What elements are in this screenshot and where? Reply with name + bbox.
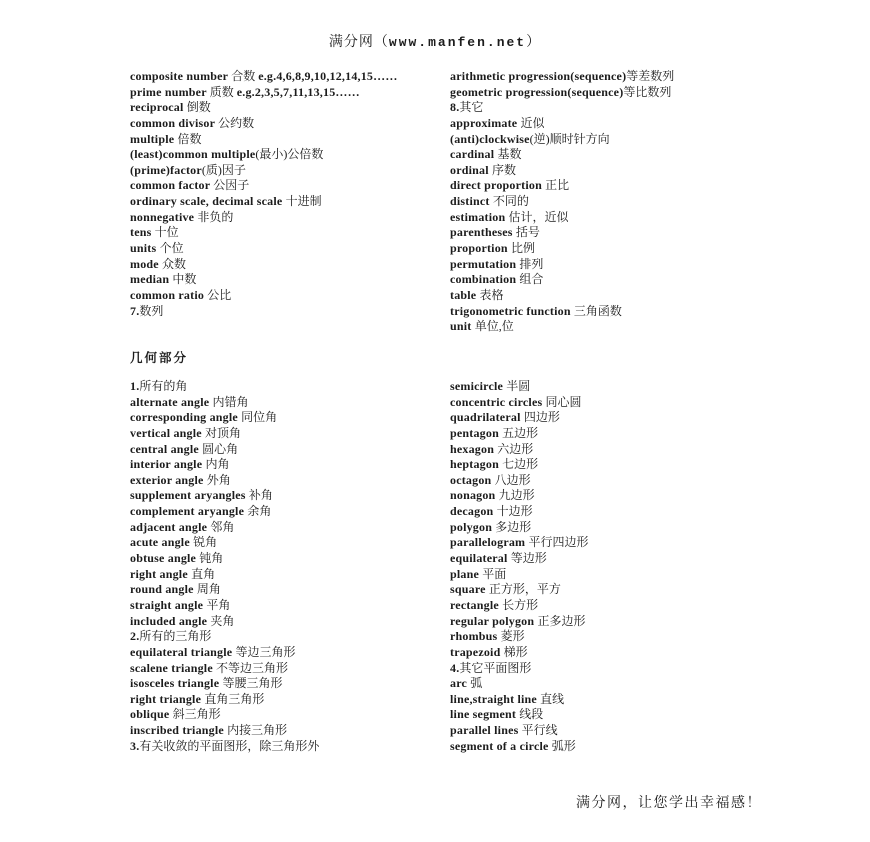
term-english-text: segment of a circle (450, 738, 552, 753)
vocab-list-item (130, 241, 398, 257)
term-english-text: corresponding angle (130, 410, 242, 425)
vocab-list-item (450, 410, 588, 426)
term-english-text: inscribed triangle (130, 723, 228, 738)
vocab-list-item (130, 457, 319, 473)
vocab-list-item (130, 614, 319, 630)
vocab-list-item (450, 473, 588, 489)
vocab-list-item (130, 707, 319, 723)
term-english-text: 7. (130, 303, 140, 318)
vocab-list-item (450, 210, 674, 226)
term-chinese-text: 倍数 (177, 131, 202, 146)
term-chinese-text: 数列 (139, 303, 164, 318)
vocab-list-item (130, 69, 398, 85)
vocab-list-item (450, 661, 588, 677)
term-english-text: semicircle (450, 379, 507, 393)
term-chinese-text: 比例 (511, 241, 536, 256)
vocab-list-item (130, 629, 319, 645)
term-english-text: complement aryangle (130, 504, 248, 519)
term-english-text: geometric progression(sequence) (450, 84, 624, 99)
term-chinese-text: 平角 (206, 597, 231, 612)
term-chinese-text: 外角 (206, 472, 231, 487)
term-chinese-text: 七边形 (502, 457, 539, 472)
term-english-text: arc (450, 676, 471, 691)
term-chinese-text: 同心圆 (545, 394, 582, 409)
term-english-text: nonnegative (130, 209, 198, 224)
term-chinese-text: 周角 (196, 582, 221, 597)
term-english-text: parentheses (450, 225, 516, 240)
term-english-text: hexagon (450, 441, 498, 456)
vocab-list-item (130, 147, 398, 163)
term-chinese-text: (质)因子 (201, 162, 246, 177)
term-chinese-text: 正比 (545, 178, 570, 193)
vocab-list-item (130, 598, 319, 614)
term-english-text: mode (130, 256, 162, 271)
term-english-text: equilateral (450, 551, 511, 566)
vocab-list-item (130, 535, 319, 551)
vocab-list-item (450, 178, 674, 194)
vocab-list-item (450, 288, 674, 304)
vocab-list-item (130, 116, 398, 132)
term-chinese-text: 质数 (209, 84, 237, 99)
term-english-text: plane (450, 566, 483, 581)
term-english-text: e.g.2,3,5,7,11,13,15…… (236, 84, 360, 99)
term-english-text: common ratio (130, 287, 208, 302)
term-chinese-text: 平行四边形 (528, 535, 589, 550)
page-footer-slogan: 满分网，让您学出幸福感！ (576, 796, 762, 811)
term-chinese-text: 五边形 (502, 425, 539, 440)
vocab-list-item (450, 707, 588, 723)
vocab-list-item (130, 661, 319, 677)
term-english-text: 8. (450, 100, 460, 115)
vocab-list-item (450, 488, 588, 504)
vocab-list-item (450, 379, 588, 395)
term-chinese-text: 弧 (470, 676, 483, 691)
term-chinese-text: 四边形 (523, 410, 560, 425)
vocab-list-item (130, 504, 319, 520)
term-chinese-text: 倒数 (186, 100, 211, 115)
term-english-text: 3. (130, 738, 140, 753)
term-chinese-text: 括号 (515, 225, 540, 240)
term-english-text: reciprocal (130, 100, 187, 115)
term-chinese-text: 排列 (519, 256, 544, 271)
term-english-text: 2. (130, 629, 140, 644)
vocab-list-item (450, 194, 674, 210)
term-chinese-text: (最小)公倍数 (255, 147, 324, 162)
site-url-text: www.manfen.net (388, 35, 527, 50)
term-english-text: 1. (130, 379, 140, 393)
term-chinese-text: 众数 (162, 256, 187, 271)
vocab-list-item (450, 645, 588, 661)
vocab-list-item (450, 395, 588, 411)
term-english-text: straight angle (130, 597, 207, 612)
term-chinese-text: 内错角 (212, 394, 249, 409)
term-english-text: polygon (450, 519, 496, 534)
vocab-list-item (130, 692, 319, 708)
vocab-list-item (130, 288, 398, 304)
vocab-list-item (450, 225, 674, 241)
vocab-list-item (450, 614, 588, 630)
term-chinese-text: 公因子 (213, 178, 250, 193)
term-english-text: table (450, 287, 480, 302)
page-header-title (0, 31, 870, 51)
term-english-text: arithmetic progression(sequence) (450, 69, 627, 83)
term-chinese-text: 基数 (497, 147, 522, 162)
vocab-list-item (130, 178, 398, 194)
vocab-list-item (130, 379, 319, 395)
term-chinese-text: 十进制 (285, 194, 322, 209)
term-chinese-text: 正多边形 (537, 613, 586, 628)
term-english-text: central angle (130, 441, 203, 456)
term-english-text: estimation (450, 209, 509, 224)
term-chinese-text: 补角 (248, 488, 273, 503)
vocab-list-item (450, 69, 674, 85)
term-chinese-text: 内角 (205, 457, 230, 472)
term-chinese-text: 钝角 (199, 551, 224, 566)
vocab-list-item (450, 100, 674, 116)
term-chinese-text: 九边形 (498, 488, 535, 503)
term-english-text: heptagon (450, 457, 503, 472)
term-english-text: trapezoid (450, 644, 504, 659)
term-chinese-text: 不同的 (492, 194, 529, 209)
term-english-text: exterior angle (130, 472, 207, 487)
vocab-list-item (130, 194, 398, 210)
term-chinese-text: 圆心角 (202, 441, 239, 456)
term-english-text: cardinal (450, 147, 498, 162)
term-chinese-text: 线段 (519, 707, 544, 722)
term-chinese-text: 其它平面图形 (459, 660, 532, 675)
vocab-list-item (130, 723, 319, 739)
vocab-list-item (450, 504, 588, 520)
term-chinese-text: 平行线 (521, 723, 558, 738)
term-english-text: units (130, 241, 160, 256)
vocab-list-item (450, 163, 674, 179)
term-english-text: approximate (450, 115, 521, 130)
vocab-list-item (130, 488, 319, 504)
term-english-text: direct proportion (450, 178, 546, 193)
term-english-text: interior angle (130, 457, 206, 472)
term-english-text: concentric circles (450, 394, 546, 409)
vocab-list-item (450, 629, 588, 645)
term-chinese-text: 半圆 (506, 379, 531, 393)
term-chinese-text: 其它 (459, 100, 484, 115)
term-chinese-text: 等比数列 (623, 84, 672, 99)
term-chinese-text: 等腰三角形 (222, 676, 283, 691)
term-chinese-text: 十位 (154, 225, 179, 240)
term-chinese-text: 直角 (191, 566, 216, 581)
term-english-text: vertical angle (130, 425, 205, 440)
term-english-text: composite number (130, 69, 232, 83)
vocab-list-item (450, 442, 588, 458)
term-english-text: adjacent angle (130, 519, 211, 534)
term-chinese-text: 夹角 (210, 613, 235, 628)
vocab-list-item (450, 426, 588, 442)
term-chinese-text: 锐角 (193, 535, 218, 550)
term-chinese-text: 满分网（ (328, 35, 389, 50)
term-chinese-text: 公比 (207, 287, 232, 302)
term-english-text: combination (450, 272, 520, 287)
vocab-list-item (450, 676, 588, 692)
term-english-text: (least)common multiple (130, 147, 256, 162)
vocab-list-item (450, 692, 588, 708)
vocab-list-item (450, 241, 674, 257)
term-english-text: regular polygon (450, 613, 538, 628)
term-chinese-text: 组合 (519, 272, 544, 287)
term-english-text: rhombus (450, 629, 501, 644)
vocab-list-item (130, 551, 319, 567)
term-english-text: round angle (130, 582, 197, 597)
term-chinese-text: 内接三角形 (227, 723, 288, 738)
term-english-text: ordinary scale, decimal scale (130, 194, 286, 209)
term-chinese-text: 弧形 (551, 738, 576, 753)
term-english-text: trigonometric function (450, 303, 574, 318)
term-chinese-text: 正方形，平方 (488, 582, 561, 597)
term-english-text: right triangle (130, 691, 205, 706)
term-english-text: (anti)clockwise (450, 131, 530, 146)
term-english-text: quadrilateral (450, 410, 524, 425)
vocab-list-item (450, 257, 674, 273)
vocab-list-item (450, 598, 588, 614)
term-chinese-text: 等差数列 (626, 69, 675, 83)
term-english-text: isosceles triangle (130, 676, 223, 691)
term-english-text: distinct (450, 194, 493, 209)
term-chinese-text: 合数 (231, 69, 259, 83)
vocab-list-item (130, 426, 319, 442)
term-chinese-text: 非负的 (197, 209, 234, 224)
term-chinese-text: 梯形 (503, 644, 528, 659)
term-chinese-text: 不等边三角形 (216, 660, 289, 675)
vocab-list-item (450, 319, 674, 335)
term-english-text: decagon (450, 504, 497, 519)
term-chinese-text: ） (526, 35, 542, 50)
term-english-text: equilateral triangle (130, 644, 236, 659)
term-chinese-text: 近似 (520, 115, 545, 130)
vocab-list-item (130, 210, 398, 226)
term-chinese-text: 同位角 (241, 410, 278, 425)
vocab-list-item (130, 473, 319, 489)
term-chinese-text: 所有的角 (139, 379, 188, 393)
term-english-text: parallel lines (450, 723, 522, 738)
vocab-list-item (130, 272, 398, 288)
term-english-text: octagon (450, 472, 495, 487)
term-chinese-text: 六边形 (497, 441, 534, 456)
vocab-list-item (450, 535, 588, 551)
vocab-list-item (130, 132, 398, 148)
term-chinese-text: 对顶角 (204, 425, 241, 440)
term-chinese-text: 表格 (479, 287, 504, 302)
term-english-text: parallelogram (450, 535, 529, 550)
term-chinese-text: 平面 (482, 566, 507, 581)
vocab-list-item (130, 163, 398, 179)
term-english-text: permutation (450, 256, 520, 271)
vocab-list-item (130, 395, 319, 411)
term-english-text: supplement aryangles (130, 488, 249, 503)
vocab-list-item (130, 304, 398, 320)
term-chinese-text: 直角三角形 (204, 691, 265, 706)
vocab-list-item (450, 739, 588, 755)
vocab-list-item (130, 225, 398, 241)
term-chinese-text: 等边三角形 (235, 644, 296, 659)
numbers-section-left-column (130, 69, 398, 319)
vocab-list-item (130, 85, 398, 101)
vocab-list-item (450, 304, 674, 320)
vocab-list-item (450, 147, 674, 163)
vocab-list-item (450, 520, 588, 536)
term-english-text: e.g.4,6,8,9,10,12,14,15…… (258, 69, 398, 83)
term-chinese-text: 菱形 (500, 629, 525, 644)
term-english-text: nonagon (450, 488, 499, 503)
vocab-list-item (450, 723, 588, 739)
vocab-list-item (450, 457, 588, 473)
term-english-text: multiple (130, 131, 178, 146)
term-chinese-text: 有关收敛的平面图形，除三角形外 (139, 738, 320, 753)
vocab-list-item (450, 567, 588, 583)
vocab-list-item (130, 257, 398, 273)
term-english-text: scalene triangle (130, 660, 217, 675)
term-chinese-text: 余角 (247, 504, 272, 519)
term-chinese-text: 多边形 (495, 519, 532, 534)
term-english-text: median (130, 272, 173, 287)
vocab-list-item (450, 132, 674, 148)
geometry-section-left-column (130, 379, 319, 754)
term-english-text: ordinal (450, 162, 492, 177)
geometry-section-right-column (450, 379, 588, 754)
term-english-text: line,straight line (450, 691, 541, 706)
term-chinese-text: 个位 (159, 241, 184, 256)
term-chinese-text: 序数 (491, 162, 516, 177)
term-chinese-text: (逆)顺时针方向 (529, 131, 610, 146)
term-chinese-text: 十边形 (496, 504, 533, 519)
term-english-text: proportion (450, 241, 511, 256)
term-english-text: included angle (130, 613, 211, 628)
term-chinese-text: 单位,位 (474, 319, 514, 334)
vocab-list-item (450, 582, 588, 598)
term-english-text: right angle (130, 566, 192, 581)
vocab-list-item (130, 100, 398, 116)
term-english-text: (prime)factor (130, 162, 202, 177)
term-chinese-text: 等边形 (510, 551, 547, 566)
term-chinese-text: 斜三角形 (172, 707, 221, 722)
term-english-text: obtuse angle (130, 551, 200, 566)
vocab-list-item (130, 676, 319, 692)
term-english-text: tens (130, 225, 155, 240)
vocab-list-item (130, 520, 319, 536)
vocab-list-item (450, 85, 674, 101)
vocab-list-item (130, 442, 319, 458)
term-english-text: unit (450, 319, 475, 334)
term-chinese-text: 中数 (172, 272, 197, 287)
term-chinese-text: 公约数 (218, 115, 255, 130)
term-english-text: 4. (450, 660, 460, 675)
term-english-text: pentagon (450, 425, 503, 440)
vocab-list-item (130, 582, 319, 598)
term-chinese-text: 直线 (540, 691, 565, 706)
numbers-section-right-column (450, 69, 674, 335)
term-chinese-text: 长方形 (502, 597, 539, 612)
vocab-list-item (130, 739, 319, 755)
term-chinese-text: 所有的三角形 (139, 629, 212, 644)
vocab-list-item (450, 272, 674, 288)
term-chinese-text: 三角函数 (573, 303, 622, 318)
term-english-text: acute angle (130, 535, 194, 550)
vocab-list-item (130, 410, 319, 426)
term-chinese-text: 邻角 (210, 519, 235, 534)
term-english-text: square (450, 582, 489, 597)
vocab-list-item (450, 551, 588, 567)
term-english-text: prime number (130, 84, 210, 99)
term-english-text: alternate angle (130, 394, 213, 409)
vocab-list-item (130, 645, 319, 661)
term-english-text: common divisor (130, 115, 219, 130)
term-chinese-text: 八边形 (494, 472, 531, 487)
vocab-list-item (130, 567, 319, 583)
term-english-text: common factor (130, 178, 214, 193)
term-chinese-text: 估计，近似 (508, 209, 569, 224)
vocab-list-item (450, 116, 674, 132)
term-english-text: line segment (450, 707, 520, 722)
term-english-text: oblique (130, 707, 173, 722)
term-english-text: rectangle (450, 597, 503, 612)
geometry-section-heading: 几何部分 (130, 351, 189, 365)
